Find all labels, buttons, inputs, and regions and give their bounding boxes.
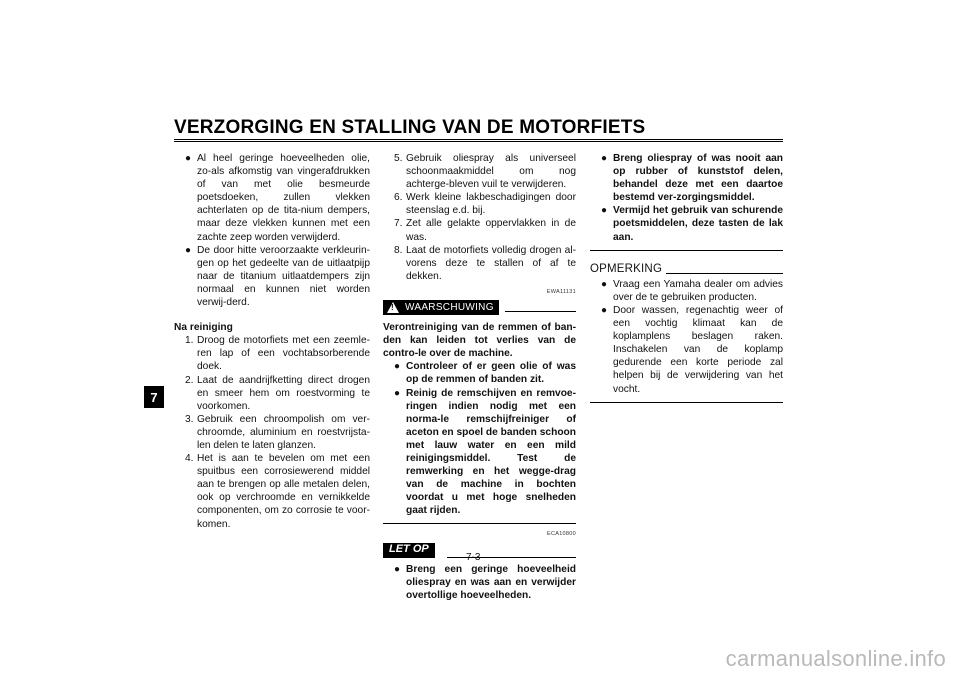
notice-label: LET OP — [383, 543, 435, 558]
warning-code: EWA11131 — [546, 288, 576, 295]
column-3 — [590, 152, 783, 403]
list-item: ● Vraag een Yamaha dealer om advies over de te gebruiken producten. — [601, 278, 783, 303]
warning-label: WAARSCHUWING — [405, 301, 494, 313]
list-item: 7. Zet alle gelakte oppervlakken in de was. — [394, 218, 576, 243]
chapter-tab: 7 — [144, 386, 164, 408]
bullet-icon: ● — [601, 304, 608, 316]
divider — [590, 250, 783, 251]
list-item: ● Reinig de remschijven en remvoe-ringen indien nodig met een norma-le remschijfreiniger of aceton en spoel de banden schoon met lauw water en een mild reinigingsmiddel. Test de remwerking en het wegge-drag van de machine in bochten voordat u met hoge snelheden gaat rijden. — [394, 387, 576, 517]
page-title: VERZORGING EN STALLING VAN DE MOTORFIETS — [174, 117, 646, 138]
warning-label-box — [383, 300, 499, 315]
watermark: carmanualsonline.info — [725, 646, 946, 671]
bullet-icon: ● — [185, 244, 192, 256]
list-item: ● Controleer of er geen olie of was op de remmen of banden zit. — [394, 361, 576, 386]
warning-triangle-icon: ! — [387, 302, 399, 313]
column-2 — [383, 152, 576, 602]
bullet-icon: ● — [185, 153, 192, 164]
page-number: 7-3 — [466, 552, 481, 563]
list-item: 2. Laat de aandrijfketting direct drogen en smeer hem om roestvorming te voorkomen. — [185, 374, 370, 412]
list-item: ● Breng een geringe hoeveelheid oliespray en was aan en verwijder overtollige hoeveelheden. — [394, 563, 576, 601]
warning-header — [383, 300, 576, 315]
divider — [666, 273, 783, 274]
title-rule — [174, 139, 783, 142]
subheading: Na reiniging — [174, 322, 233, 334]
divider — [590, 402, 783, 403]
divider — [505, 311, 576, 312]
list-item: ● Breng oliespray of was nooit aan op rubber of kunststof delen, behandel deze met een daartoe bestemd ver-zorgingsmiddel. — [601, 153, 783, 204]
list-item: ● De door hitte veroorzaakte verkleurin-gen op het gedeelte van de uitlaatpijp naar de titanium uitlaatdempers zijn normaal en kunnen niet worden verwij-derd. — [185, 244, 370, 309]
note-header — [590, 263, 783, 276]
bullet-icon: ● — [394, 563, 401, 575]
list-item: ● Vermijd het gebruik van schurende poetsmiddelen, deze tasten de lak aan. — [601, 205, 783, 243]
list-item: 4. Het is aan te bevelen om met een spuitbus een corrosiewerend middel aan te brengen op alle metalen delen, ook op verchroomde en vernikkelde componenten, om zo corrosie te voor-komen. — [185, 453, 370, 530]
bullet-icon: ● — [394, 361, 401, 373]
notice-code: ECA10800 — [546, 531, 576, 538]
bullet-icon: ● — [601, 153, 608, 164]
bullet-icon: ● — [394, 387, 401, 399]
warning-intro: Verontreiniging van de remmen of ban-den kan leiden tot verlies van de contro-le over de machine. — [383, 322, 576, 360]
list-item: 5. Gebruik oliespray als universeel schoonmaakmiddel om nog achterge-bleven vuil te verwijderen. — [394, 153, 576, 191]
column-1 — [174, 152, 370, 531]
bullet-icon: ● — [601, 278, 608, 290]
list-item: ● Door wassen, regenachtig weer of een vochtig klimaat kan de koplamplens beslagen raken. Inschakelen van de koplamp gedurende een korte periode zal helpen bij de verwijdering van het vocht. — [601, 304, 783, 395]
list-item: 3. Gebruik een chroompolish om ver-chroomde, aluminium en roestvrijsta-len delen te laten glanzen. — [185, 413, 370, 451]
list-item: 8. Laat de motorfiets volledig drogen al-vorens deze te stallen of af te dekken. — [394, 244, 576, 282]
bullet-icon: ● — [601, 205, 608, 217]
list-item: 6. Werk kleine lakbeschadigingen door steenslag e.d. bij. — [394, 192, 576, 217]
divider — [383, 523, 576, 524]
list-item: ● Al heel geringe hoeveelheden olie, zo-als afkomstig van vingerafdrukken of van met olie besmeurde poetsdoeken, zullen vlekken achterlaten op de tita-nium dempers, maar deze vlekken kunnen met een zachte zeep worden verwijderd. — [185, 153, 370, 243]
note-label: OPMERKING — [590, 262, 663, 275]
list-item: 1. Droog de motorfiets met een zeemle-ren lap of een vochtabsorberende doek. — [185, 335, 370, 373]
